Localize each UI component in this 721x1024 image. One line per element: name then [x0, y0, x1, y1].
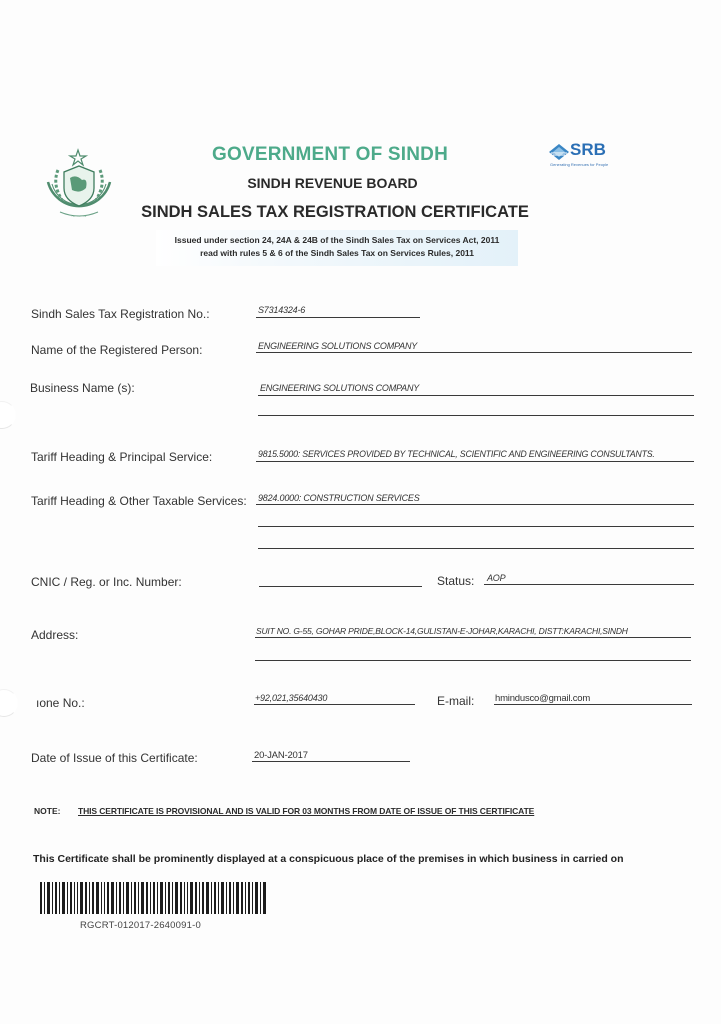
display-instruction: This Certificate shall be prominently displayed at a conspicuous place of the premises in which business in carried on	[33, 853, 624, 865]
issue-date-line	[252, 761, 410, 762]
address-line-1	[255, 637, 691, 638]
business-name-value: ENGINEERING SOLUTIONS COMPANY	[260, 383, 420, 393]
phone-value: +92,021,35640430	[255, 693, 328, 703]
registration-no-value: S7314324-6	[258, 305, 306, 315]
status-value: AOP	[487, 573, 506, 583]
phone-label: ıone No.:	[36, 696, 85, 710]
certificate-title: SINDH SALES TAX REGISTRATION CERTIFICATE	[141, 203, 529, 221]
note-text: THIS CERTIFICATE IS PROVISIONAL AND IS VALID FOR 03 MONTHS FROM DATE OF ISSUE OF THIS CERTIFICATE	[78, 806, 535, 816]
srb-tagline: Generating Revenues for People	[550, 162, 609, 167]
registered-person-value: ENGINEERING SOLUTIONS COMPANY	[258, 341, 418, 351]
status-label: Status:	[437, 574, 475, 588]
issued-line-2: read with rules 5 & 6 of the Sindh Sales Tax on Services Rules, 2011	[200, 248, 474, 258]
other-services-value: 9824.0000: CONSTRUCTION SERVICES	[258, 493, 420, 503]
barcode-number: RGCRT-012017-2640091-0	[80, 920, 201, 931]
status-line	[484, 584, 694, 585]
registered-person-label: Name of the Registered Person:	[31, 343, 203, 357]
cnic-label: CNIC / Reg. or Inc. Number:	[31, 575, 182, 589]
address-line-2	[255, 660, 691, 661]
business-name-line-1	[258, 395, 694, 396]
principal-service-label: Tariff Heading & Principal Service:	[31, 450, 213, 464]
barcode-icon	[40, 882, 266, 914]
other-services-line-2	[258, 526, 694, 527]
note-label: NOTE:	[34, 806, 61, 816]
punch-hole-upper	[0, 401, 16, 429]
punch-hole-lower	[0, 689, 18, 717]
phone-line	[254, 704, 415, 705]
business-name-label: Business Name (s):	[30, 381, 135, 395]
registration-no-line	[256, 317, 420, 318]
issued-line-1: Issued under section 24, 24A & 24B of the Sindh Sales Tax on Services Act, 2011	[174, 235, 500, 245]
business-name-line-2	[258, 415, 694, 416]
other-services-label: Tariff Heading & Other Taxable Services:	[31, 494, 247, 508]
principal-service-line	[256, 461, 694, 462]
other-services-line-3	[258, 548, 694, 549]
other-services-line-1	[256, 504, 694, 505]
address-value: SUIT NO. G-55, GOHAR PRIDE,BLOCK-14,GULISTAN-E-JOHAR,KARACHI, DISTT:KARACHI,SINDH	[256, 626, 628, 636]
svg-text:~ ~ ~: ~ ~ ~	[71, 214, 87, 220]
registered-person-line	[256, 352, 692, 353]
issue-date-value: 20-JAN-2017	[254, 750, 308, 761]
government-title: GOVERNMENT OF SINDH	[211, 144, 449, 165]
board-title: SINDH REVENUE BOARD	[247, 175, 418, 191]
registration-no-label: Sindh Sales Tax Registration No.:	[31, 307, 210, 321]
srb-logo-text: SRB	[570, 140, 606, 159]
cnic-line	[259, 586, 422, 587]
issued-under-box	[156, 230, 518, 266]
email-value: hmindusco@gmail.com	[495, 693, 591, 704]
issue-date-label: Date of Issue of this Certificate:	[31, 751, 198, 765]
email-label: E-mail:	[437, 694, 475, 708]
principal-service-value: 9815.5000: SERVICES PROVIDED BY TECHNICAL, SCIENTIFIC AND ENGINEERING CONSULTANTS.	[258, 449, 655, 459]
address-label: Address:	[31, 628, 79, 642]
email-line	[494, 704, 692, 705]
